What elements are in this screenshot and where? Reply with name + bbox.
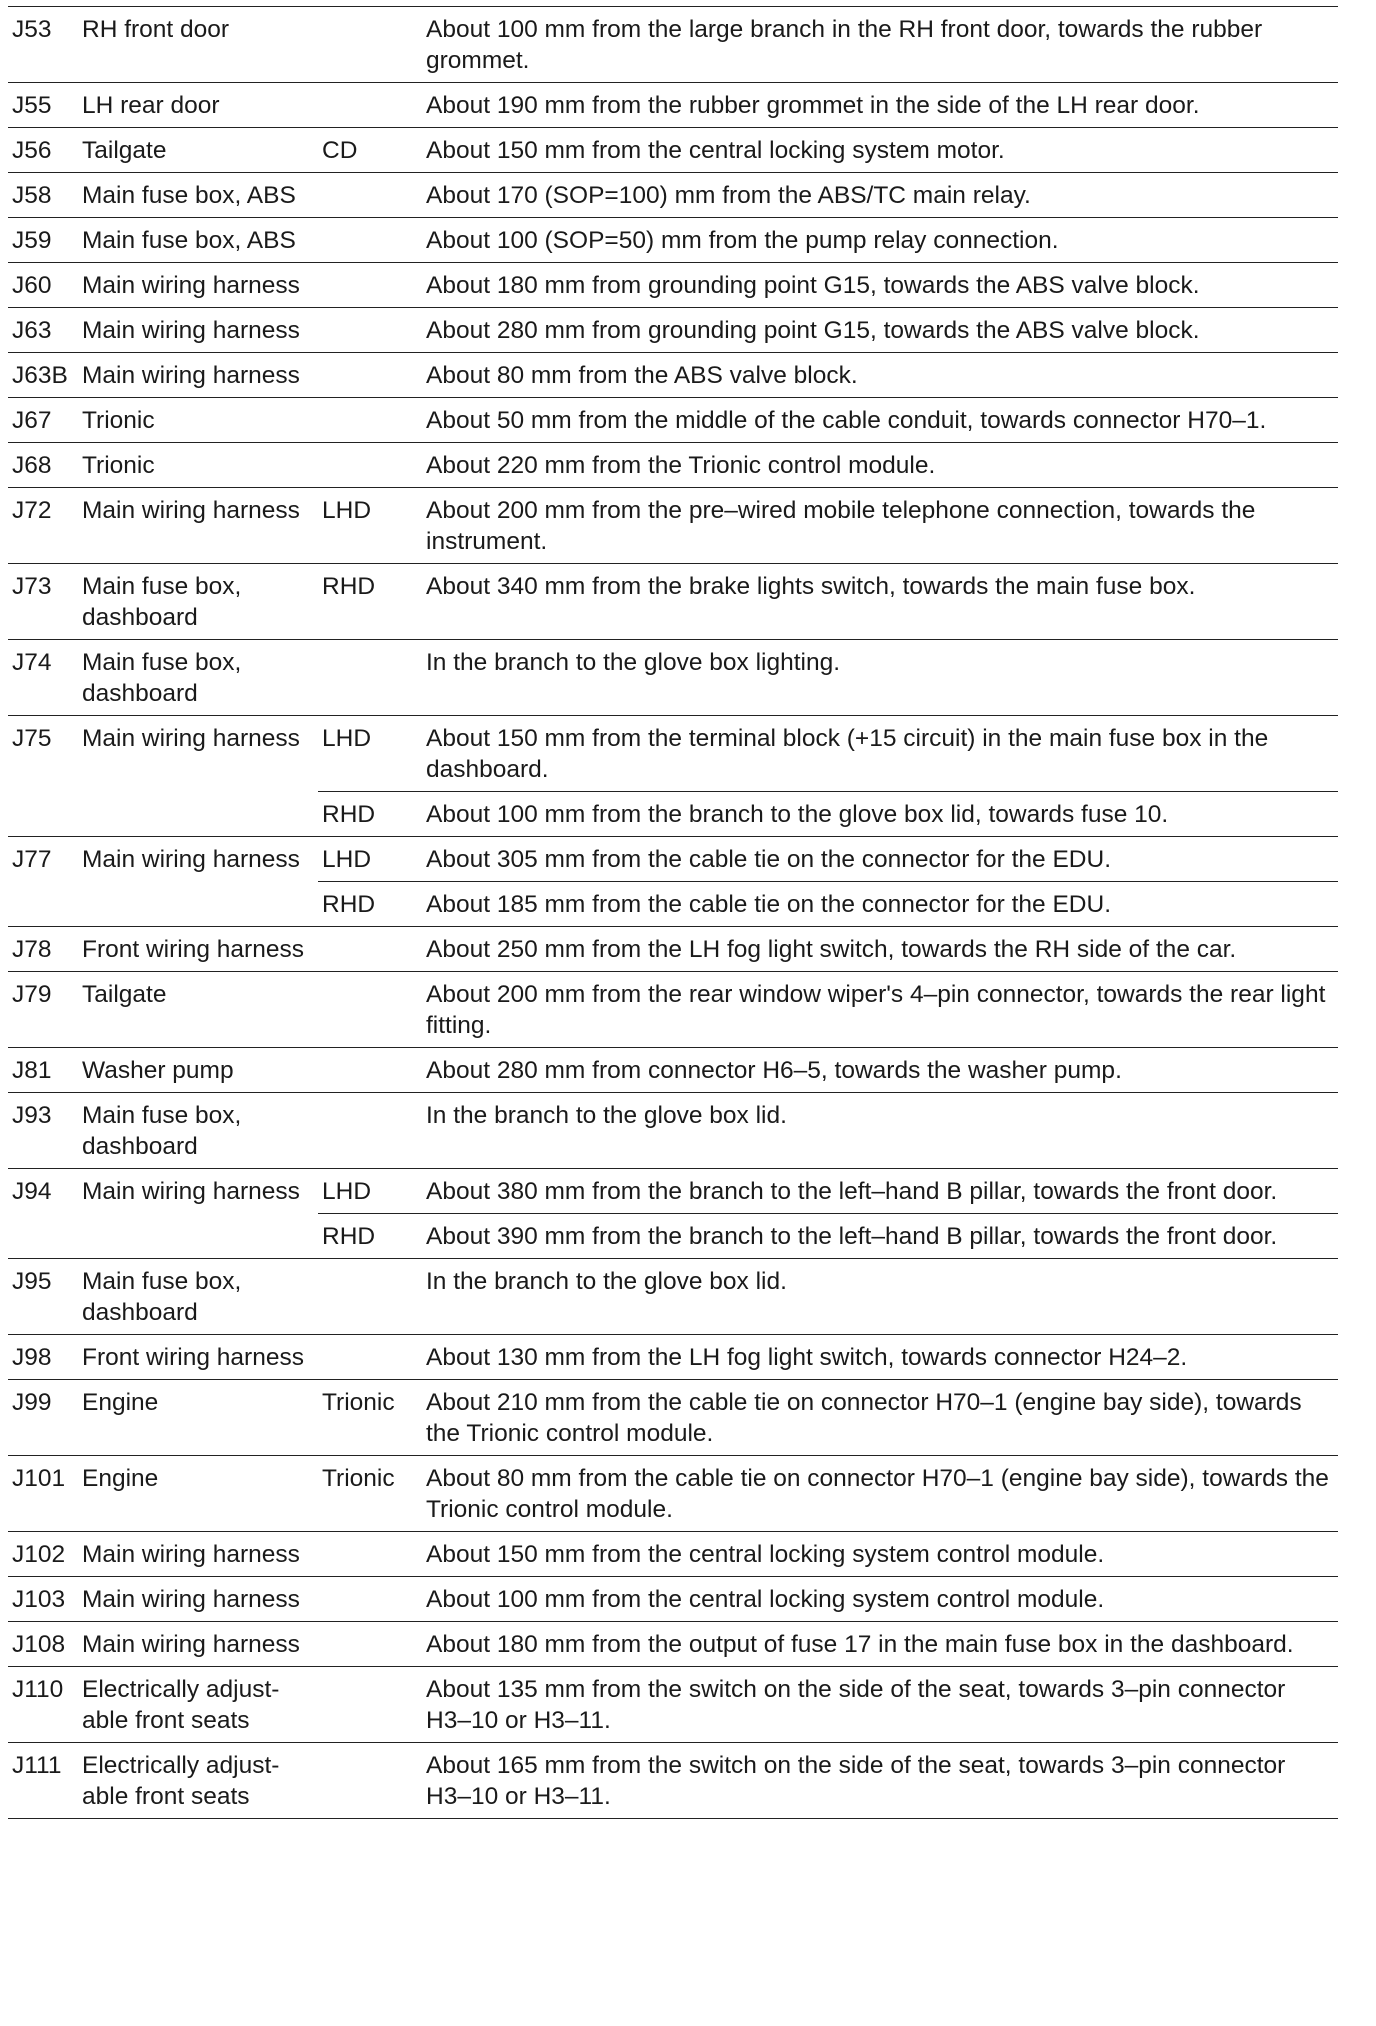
splice-code: J56	[8, 128, 78, 173]
splice-code: J53	[8, 7, 78, 83]
splice-location: Trionic	[78, 398, 318, 443]
table-row	[8, 263, 1338, 308]
splice-variant	[318, 263, 422, 308]
splice-location: Electrically adjust- able front seats	[78, 1743, 318, 1819]
splice-variant: LHD	[318, 488, 422, 564]
table-row	[8, 308, 1338, 353]
splice-code: J108	[8, 1622, 78, 1667]
splice-location: Main fuse box, dashboard	[78, 564, 318, 640]
splice-description: About 80 mm from the cable tie on connector H70–1 (engine bay side), towards the Trionic control module.	[422, 1456, 1338, 1532]
splice-location: Engine	[78, 1456, 318, 1532]
splice-description: About 170 (SOP=100) mm from the ABS/TC main relay.	[422, 173, 1338, 218]
table-row	[8, 353, 1338, 398]
splice-location-table	[8, 6, 1338, 1819]
splice-description: About 305 mm from the cable tie on the connector for the EDU.	[422, 837, 1338, 882]
splice-location: Trionic	[78, 443, 318, 488]
splice-description: About 150 mm from the central locking system motor.	[422, 128, 1338, 173]
splice-code: J68	[8, 443, 78, 488]
splice-description: About 100 mm from the large branch in the RH front door, towards the rubber grommet.	[422, 7, 1338, 83]
table-row	[8, 1577, 1338, 1622]
splice-description: About 100 mm from the branch to the glove box lid, towards fuse 10.	[422, 792, 1338, 837]
table-row	[8, 1532, 1338, 1577]
splice-description: In the branch to the glove box lid.	[422, 1259, 1338, 1335]
splice-description: About 100 (SOP=50) mm from the pump relay connection.	[422, 218, 1338, 263]
splice-location: Main fuse box, dashboard	[78, 640, 318, 716]
table-row	[8, 1456, 1338, 1532]
splice-variant	[318, 218, 422, 263]
splice-code: J98	[8, 1335, 78, 1380]
splice-code: J55	[8, 83, 78, 128]
splice-location: Main wiring harness	[78, 1532, 318, 1577]
splice-variant	[318, 1577, 422, 1622]
splice-code: J93	[8, 1093, 78, 1169]
splice-location: Engine	[78, 1380, 318, 1456]
splice-description: About 200 mm from the pre–wired mobile telephone connection, towards the instrument.	[422, 488, 1338, 564]
splice-description: About 380 mm from the branch to the left–hand B pillar, towards the front door.	[422, 1169, 1338, 1214]
splice-code: J63B	[8, 353, 78, 398]
splice-code: J103	[8, 1577, 78, 1622]
splice-code: J77	[8, 837, 78, 927]
splice-location: Main wiring harness	[78, 837, 318, 927]
splice-variant	[318, 972, 422, 1048]
splice-description: About 220 mm from the Trionic control module.	[422, 443, 1338, 488]
splice-location: Washer pump	[78, 1048, 318, 1093]
splice-description: About 190 mm from the rubber grommet in the side of the LH rear door.	[422, 83, 1338, 128]
table-row	[8, 1743, 1338, 1819]
splice-variant	[318, 1259, 422, 1335]
splice-variant	[318, 1335, 422, 1380]
table-row	[8, 398, 1338, 443]
table-row	[8, 640, 1338, 716]
table-row	[8, 173, 1338, 218]
splice-variant: RHD	[318, 792, 422, 837]
table-row	[8, 443, 1338, 488]
splice-description: In the branch to the glove box lighting.	[422, 640, 1338, 716]
splice-description: About 180 mm from grounding point G15, towards the ABS valve block.	[422, 263, 1338, 308]
table-row	[8, 1335, 1338, 1380]
splice-description: About 390 mm from the branch to the left–hand B pillar, towards the front door.	[422, 1214, 1338, 1259]
table-row	[8, 218, 1338, 263]
splice-location: Main wiring harness	[78, 488, 318, 564]
splice-description: About 130 mm from the LH fog light switch, towards connector H24–2.	[422, 1335, 1338, 1380]
table-row	[8, 1169, 1338, 1214]
table-row	[8, 83, 1338, 128]
splice-code: J78	[8, 927, 78, 972]
splice-location: Front wiring harness	[78, 1335, 318, 1380]
splice-location: Front wiring harness	[78, 927, 318, 972]
splice-code: J73	[8, 564, 78, 640]
table-row	[8, 564, 1338, 640]
splice-variant: LHD	[318, 837, 422, 882]
splice-code: J111	[8, 1743, 78, 1819]
splice-code: J75	[8, 716, 78, 837]
splice-description: About 150 mm from the central locking system control module.	[422, 1532, 1338, 1577]
splice-location: Main fuse box, dashboard	[78, 1259, 318, 1335]
splice-variant	[318, 1667, 422, 1743]
splice-variant	[318, 1532, 422, 1577]
table-row	[8, 1380, 1338, 1456]
splice-description: About 135 mm from the switch on the side of the seat, towards 3–pin connector H3–10 or H3–11.	[422, 1667, 1338, 1743]
splice-variant: LHD	[318, 716, 422, 792]
table-row	[8, 1048, 1338, 1093]
table-row	[8, 927, 1338, 972]
splice-location: Electrically adjust- able front seats	[78, 1667, 318, 1743]
table-row	[8, 488, 1338, 564]
splice-description: About 200 mm from the rear window wiper's 4–pin connector, towards the rear light fitting.	[422, 972, 1338, 1048]
table-row	[8, 716, 1338, 792]
table-row	[8, 1093, 1338, 1169]
splice-location: Main wiring harness	[78, 716, 318, 837]
splice-variant: RHD	[318, 882, 422, 927]
table-row	[8, 1622, 1338, 1667]
splice-description: About 280 mm from grounding point G15, towards the ABS valve block.	[422, 308, 1338, 353]
splice-location: LH rear door	[78, 83, 318, 128]
splice-variant	[318, 308, 422, 353]
splice-variant: RHD	[318, 1214, 422, 1259]
splice-description: About 165 mm from the switch on the side of the seat, towards 3–pin connector H3–10 or H3–11.	[422, 1743, 1338, 1819]
splice-code: J110	[8, 1667, 78, 1743]
splice-variant: CD	[318, 128, 422, 173]
table-row	[8, 1259, 1338, 1335]
splice-code: J102	[8, 1532, 78, 1577]
splice-description: About 210 mm from the cable tie on connector H70–1 (engine bay side), towards the Trionic control module.	[422, 1380, 1338, 1456]
splice-location: Main fuse box, dashboard	[78, 1093, 318, 1169]
splice-code: J95	[8, 1259, 78, 1335]
splice-variant	[318, 443, 422, 488]
splice-variant	[318, 1048, 422, 1093]
splice-description: About 340 mm from the brake lights switch, towards the main fuse box.	[422, 564, 1338, 640]
splice-location: Main wiring harness	[78, 308, 318, 353]
splice-location: Main wiring harness	[78, 1577, 318, 1622]
table-row	[8, 128, 1338, 173]
splice-location: Tailgate	[78, 972, 318, 1048]
splice-description: About 180 mm from the output of fuse 17 in the main fuse box in the dashboard.	[422, 1622, 1338, 1667]
splice-code: J58	[8, 173, 78, 218]
splice-variant	[318, 353, 422, 398]
splice-variant	[318, 7, 422, 83]
splice-code: J59	[8, 218, 78, 263]
splice-location: Main wiring harness	[78, 1622, 318, 1667]
splice-location: Tailgate	[78, 128, 318, 173]
splice-description: About 280 mm from connector H6–5, towards the washer pump.	[422, 1048, 1338, 1093]
splice-description: About 185 mm from the cable tie on the connector for the EDU.	[422, 882, 1338, 927]
table-row	[8, 837, 1338, 882]
splice-table-body	[8, 7, 1338, 1819]
table-row	[8, 972, 1338, 1048]
splice-code: J67	[8, 398, 78, 443]
splice-location: Main fuse box, ABS	[78, 173, 318, 218]
splice-code: J63	[8, 308, 78, 353]
table-row	[8, 1667, 1338, 1743]
splice-code: J72	[8, 488, 78, 564]
splice-variant	[318, 1093, 422, 1169]
splice-description: About 50 mm from the middle of the cable conduit, towards connector H70–1.	[422, 398, 1338, 443]
splice-location: Main wiring harness	[78, 353, 318, 398]
splice-description: About 150 mm from the terminal block (+15 circuit) in the main fuse box in the dashboard.	[422, 716, 1338, 792]
splice-variant: LHD	[318, 1169, 422, 1214]
splice-variant	[318, 927, 422, 972]
splice-code: J74	[8, 640, 78, 716]
splice-variant	[318, 640, 422, 716]
splice-variant	[318, 83, 422, 128]
splice-description: About 100 mm from the central locking system control module.	[422, 1577, 1338, 1622]
splice-variant: Trionic	[318, 1456, 422, 1532]
splice-variant	[318, 173, 422, 218]
splice-variant: Trionic	[318, 1380, 422, 1456]
splice-location: RH front door	[78, 7, 318, 83]
splice-code: J60	[8, 263, 78, 308]
splice-variant	[318, 398, 422, 443]
splice-description: About 80 mm from the ABS valve block.	[422, 353, 1338, 398]
splice-variant	[318, 1743, 422, 1819]
splice-location: Main wiring harness	[78, 1169, 318, 1259]
splice-code: J99	[8, 1380, 78, 1456]
splice-code: J81	[8, 1048, 78, 1093]
splice-code: J94	[8, 1169, 78, 1259]
splice-variant: RHD	[318, 564, 422, 640]
table-row	[8, 7, 1338, 83]
splice-location: Main fuse box, ABS	[78, 218, 318, 263]
splice-variant	[318, 1622, 422, 1667]
splice-description: In the branch to the glove box lid.	[422, 1093, 1338, 1169]
splice-description: About 250 mm from the LH fog light switch, towards the RH side of the car.	[422, 927, 1338, 972]
splice-code: J101	[8, 1456, 78, 1532]
splice-location: Main wiring harness	[78, 263, 318, 308]
splice-code: J79	[8, 972, 78, 1048]
